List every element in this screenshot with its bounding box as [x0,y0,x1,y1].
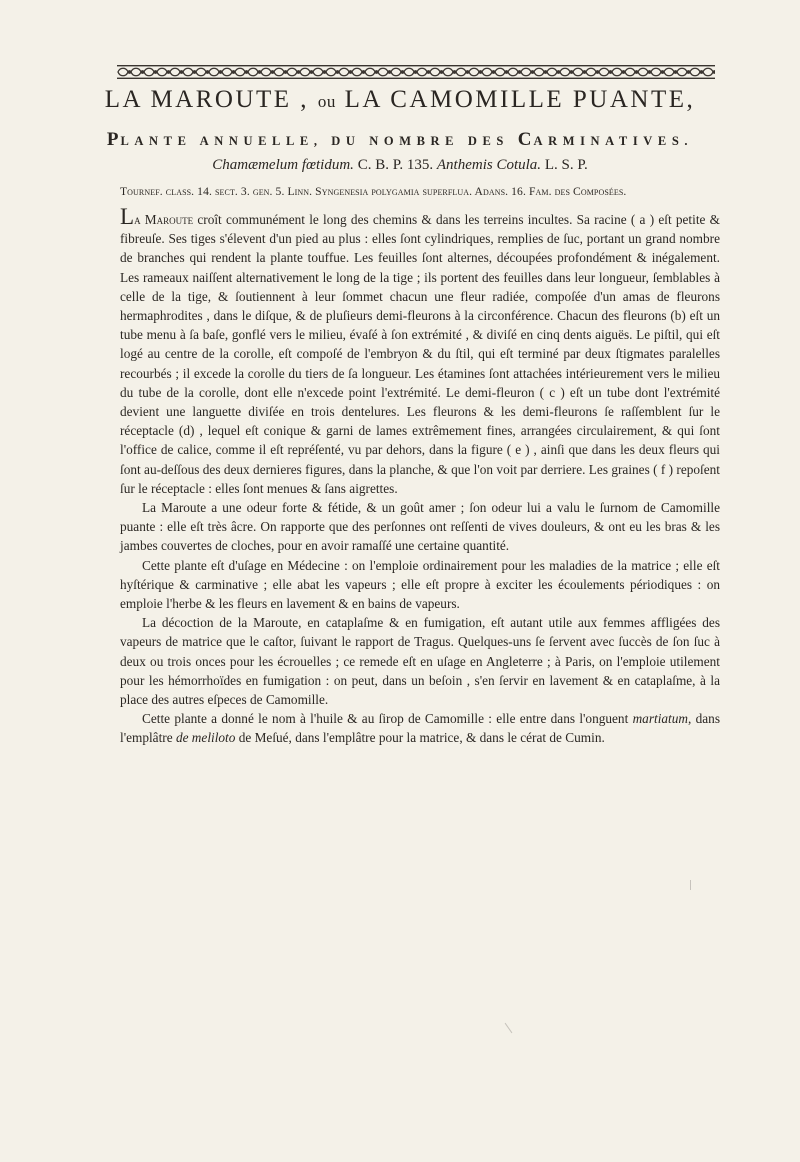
subtitle-part-a: LANTE ANNUELLE, DU NOMBRE DES [120,134,518,148]
synonym-chamaemelum: Chamæmelum fœtidum. [212,157,354,173]
preparations-text-a: Cette plante a donné le nom à l'huile & au ſirop de Camomille : elle entre dans l'onguent [142,711,633,727]
paragraph-description [120,204,720,498]
title-main: LA MAROUTE , [104,86,310,113]
ornamental-border [117,62,715,82]
description-text: croît communément le long des chemins & dans les terreins incultes. Sa racine ( a ) eſt petite & fibreuſe. Ses tiges s'élevent d'un pied au plus : elles ſont cylindriques, remplies de ſuc, portant un grand nombre de branches qui rendent la plante touffue. Les feuilles ſont alternes, découpées profondément & inégalement. Les rameaux naiſſent alternativement le long de la tige ; ils portent des feuilles dans leur longueur, ſemblables à celle de la tige, & ſoutiennent à leur ſommet chacun une fleur radiée, compoſée d'un amas de fleurons hermaphrodites , dans le diſque, & de pluſieurs demi-fleurons à la circonférence. Chacun des fleurons (b) eſt un tube menu à ſa baſe, gonflé vers le milieu, évaſé à ſon extrémité , & diviſé en cinq dents aiguës. Le piſtil, qui eſt logé au centre de la corolle, eſt compoſé de l'embryon & du ſtil, qui eſt terminé par deux ſtigmates paralelles recourbés ; il excede la corolle du tiers de ſa longueur. Les étamines ſont attachées intérieurement vers le milieu du tube de la corolle, dont elle n'excede point l'extrémité. Le demi-fleuron ( c ) eſt un tube dont l'extrémité devient une languette diviſée en trois dentelures. Les fleurons & les demi-fleurons ſe raſſemblent ſur le réceptacle (d) , lequel eſt conique & garni de lames extrêmement fines, arrangées circulairement, & qui ſont l'office de calice, comme il eſt repréſenté, vu par dehors, dans la figure ( e ) , ainſi que dans les deux fleurs qui ſont au-deſſous des deux dernieres figures, dans la planche, & que l'on voit par derriere. Les graines ( f ) repoſent ſur le réceptacle : elles ſont menues & ſans aigrettes. [120,212,720,496]
paragraph-medical-use: Cette plante eſt d'uſage en Médecine : on l'emploie ordinairement pour les maladies de la matrice ; elle eſt hyſtérique & carminative ; elle abat les vapeurs ; elle eſt propre à exciter les écoulements périodiques : on emploie l'herbe & les fleurs en lavement & en bains de vapeurs. [120,557,720,612]
paragraph-odour: La Maroute a une odeur forte & fétide, & un goût amer ; ſon odeur lui a valu le ſurnom de Camomille puante : elle eſt très âcre. On rapporte que des perſonnes ont reſſenti de vives douleurs, & ont eu les bras & les jambes couvertes de cloches, pour en avoir ramaſſé une certaine quantité. [120,500,720,554]
preparations-text-c: de Meſué, dans l'emplâtre pour la matrice, & dans le cérat de Cumin. [235,730,605,746]
preparation-meliloto: de meliloto [175,730,236,746]
synonym-anthemis: Anthemis Cotula. [436,157,542,173]
preparations-text-b: , dans l'emplâtre [120,711,720,746]
plant-name-smallcaps: a Maroute [134,212,194,227]
subtitle-initial-c: C [517,129,534,150]
synonym-cbp: C. B. P. 135. [353,157,437,173]
title-ou: ou [317,92,336,111]
paragraph-preparations [120,709,720,747]
title-rest: LA CAMOMILLE PUANTE, [344,86,696,113]
synonym-line [0,157,800,174]
paragraph-decoction: La décoction de la Maroute, en cataplaſme & en fumigation, eſt autant utile aux femmes affligées des vapeurs de matrice que le caſtor, ſuivant le rapport de Tragus. Quelques-uns ſe ſervent avec ſuccès de ſon ſuc à deux ou trois onces pour les écrouelles ; ce remede eſt en uſage en Angleterre ; à Paris, on l'emploie utilement pour les hémorrhoïdes en fumigation : on peut, dans un beſoin , s'en ſervir en lavement & en cataplaſme, à la place des autres eſpeces de Camomille. [120,615,720,708]
page-title [0,86,800,114]
preparation-martiatum: martiatum [632,711,688,727]
paper-mark [690,880,691,890]
page-subtitle [0,129,800,151]
subtitle-initial-p: P [106,129,121,150]
synonym-lsp: L. S. P. [541,157,588,173]
subtitle-part-b: ARMINATIVES. [533,134,694,148]
classification-line: Tournef. claſſ. 14. ſect. 3. gen. 5. Linn. Syngeneſia polygamia ſuperflua. Adans. 16. Fam. des Compoſées. [120,185,627,198]
paper-mark-2 [505,1023,513,1033]
body-text [120,204,720,748]
drop-cap: L [120,204,135,229]
